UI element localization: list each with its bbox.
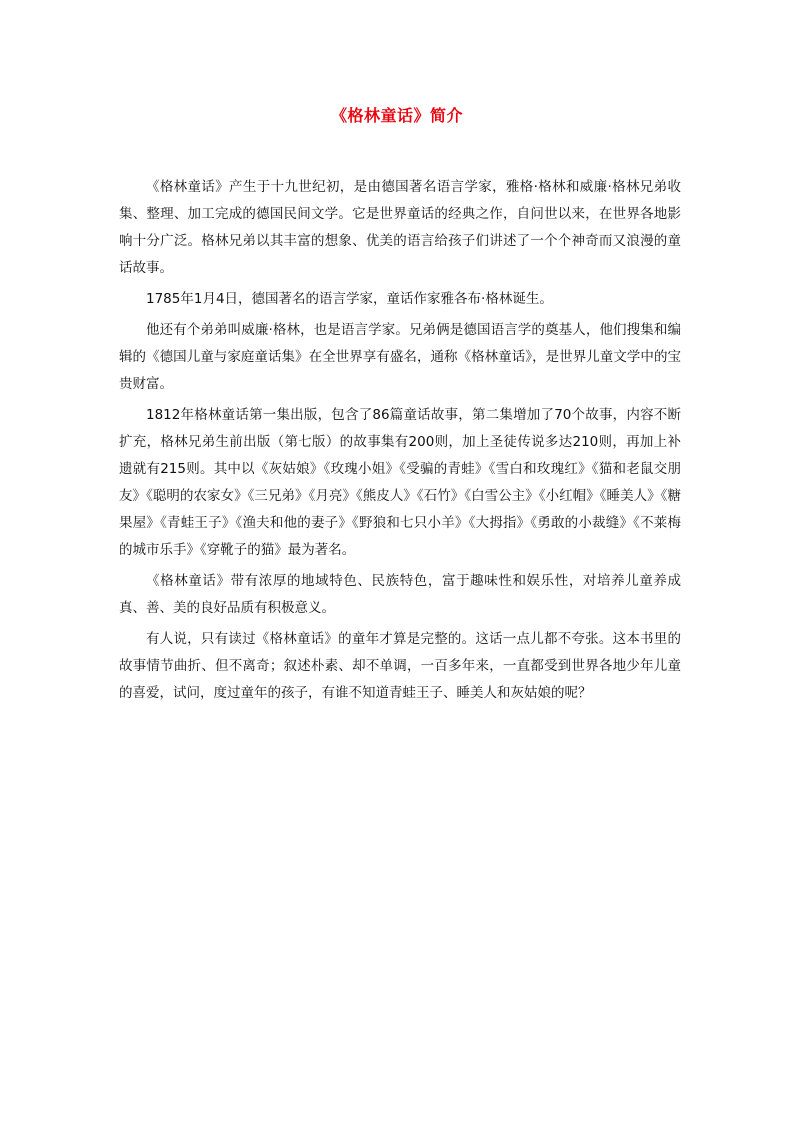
- paragraph-brother: 他还有个弟弟叫威廉·格林，也是语言学家。兄弟俩是德国语言学的奠基人，他们搜集和编辑的《德国儿童与家庭童话集》在全世界享有盛名，通称《格林童话》，是世界儿童文学中的宝贵财富。: [119, 322, 681, 392]
- document-body: [119, 174, 681, 711]
- paragraph-publication: 1812年格林童话第一集出版，包含了86篇童话故事，第二集增加了70个故事，内容不断扩充，格林兄弟生前出版（第七版）的故事集有200则，加上圣徒传说多达210则，再加上补遗就有215则。其中以《灰姑娘》《玫瑰小姐》《受骗的青蛙》《雪白和玫瑰红》《猫和老鼠交朋友》《聪明的农家女》《三兄弟》《月亮》《熊皮人》《石竹》《白雪公主》《小红帽》《睡美人》《糖果屋》《青蛙王子》《渔夫和他的妻子》《野狼和七只小羊》《大拇指》《勇敢的小裁缝》《不莱梅的城市乐手》《穿靴子的猫》最为著名。: [119, 407, 681, 558]
- paragraph-conclusion: 有人说，只有读过《格林童话》的童年才算是完整的。这话一点儿都不夸张。这本书里的故事情节曲折、但不离奇；叙述朴素、却不单调，一百多年来，一直都受到世界各地少年儿童的喜爱，试问，度过童年的孩子，有谁不知道青蛙王子、睡美人和灰姑娘的呢？: [119, 631, 681, 701]
- page-title: 《格林童话》简介: [330, 106, 463, 125]
- paragraph-significance: 《格林童话》带有浓厚的地域特色、民族特色，富于趣味性和娱乐性，对培养儿童养成真、善、美的良好品质有积极意义。: [119, 573, 681, 616]
- paragraph-intro: 《格林童话》产生于十九世纪初，是由德国著名语言学家，雅格·格林和威廉·格林兄弟收集、整理、加工完成的德国民间文学。它是世界童话的经典之作，自问世以来，在世界各地影响十分广泛。格林兄弟以其丰富的想象、优美的语言给孩子们讲述了一个个神奇而又浪漫的童话故事。: [119, 179, 681, 276]
- paragraph-birth: 1785年1月4日，德国著名的语言学家，童话作家雅各布·格林诞生。: [146, 291, 553, 307]
